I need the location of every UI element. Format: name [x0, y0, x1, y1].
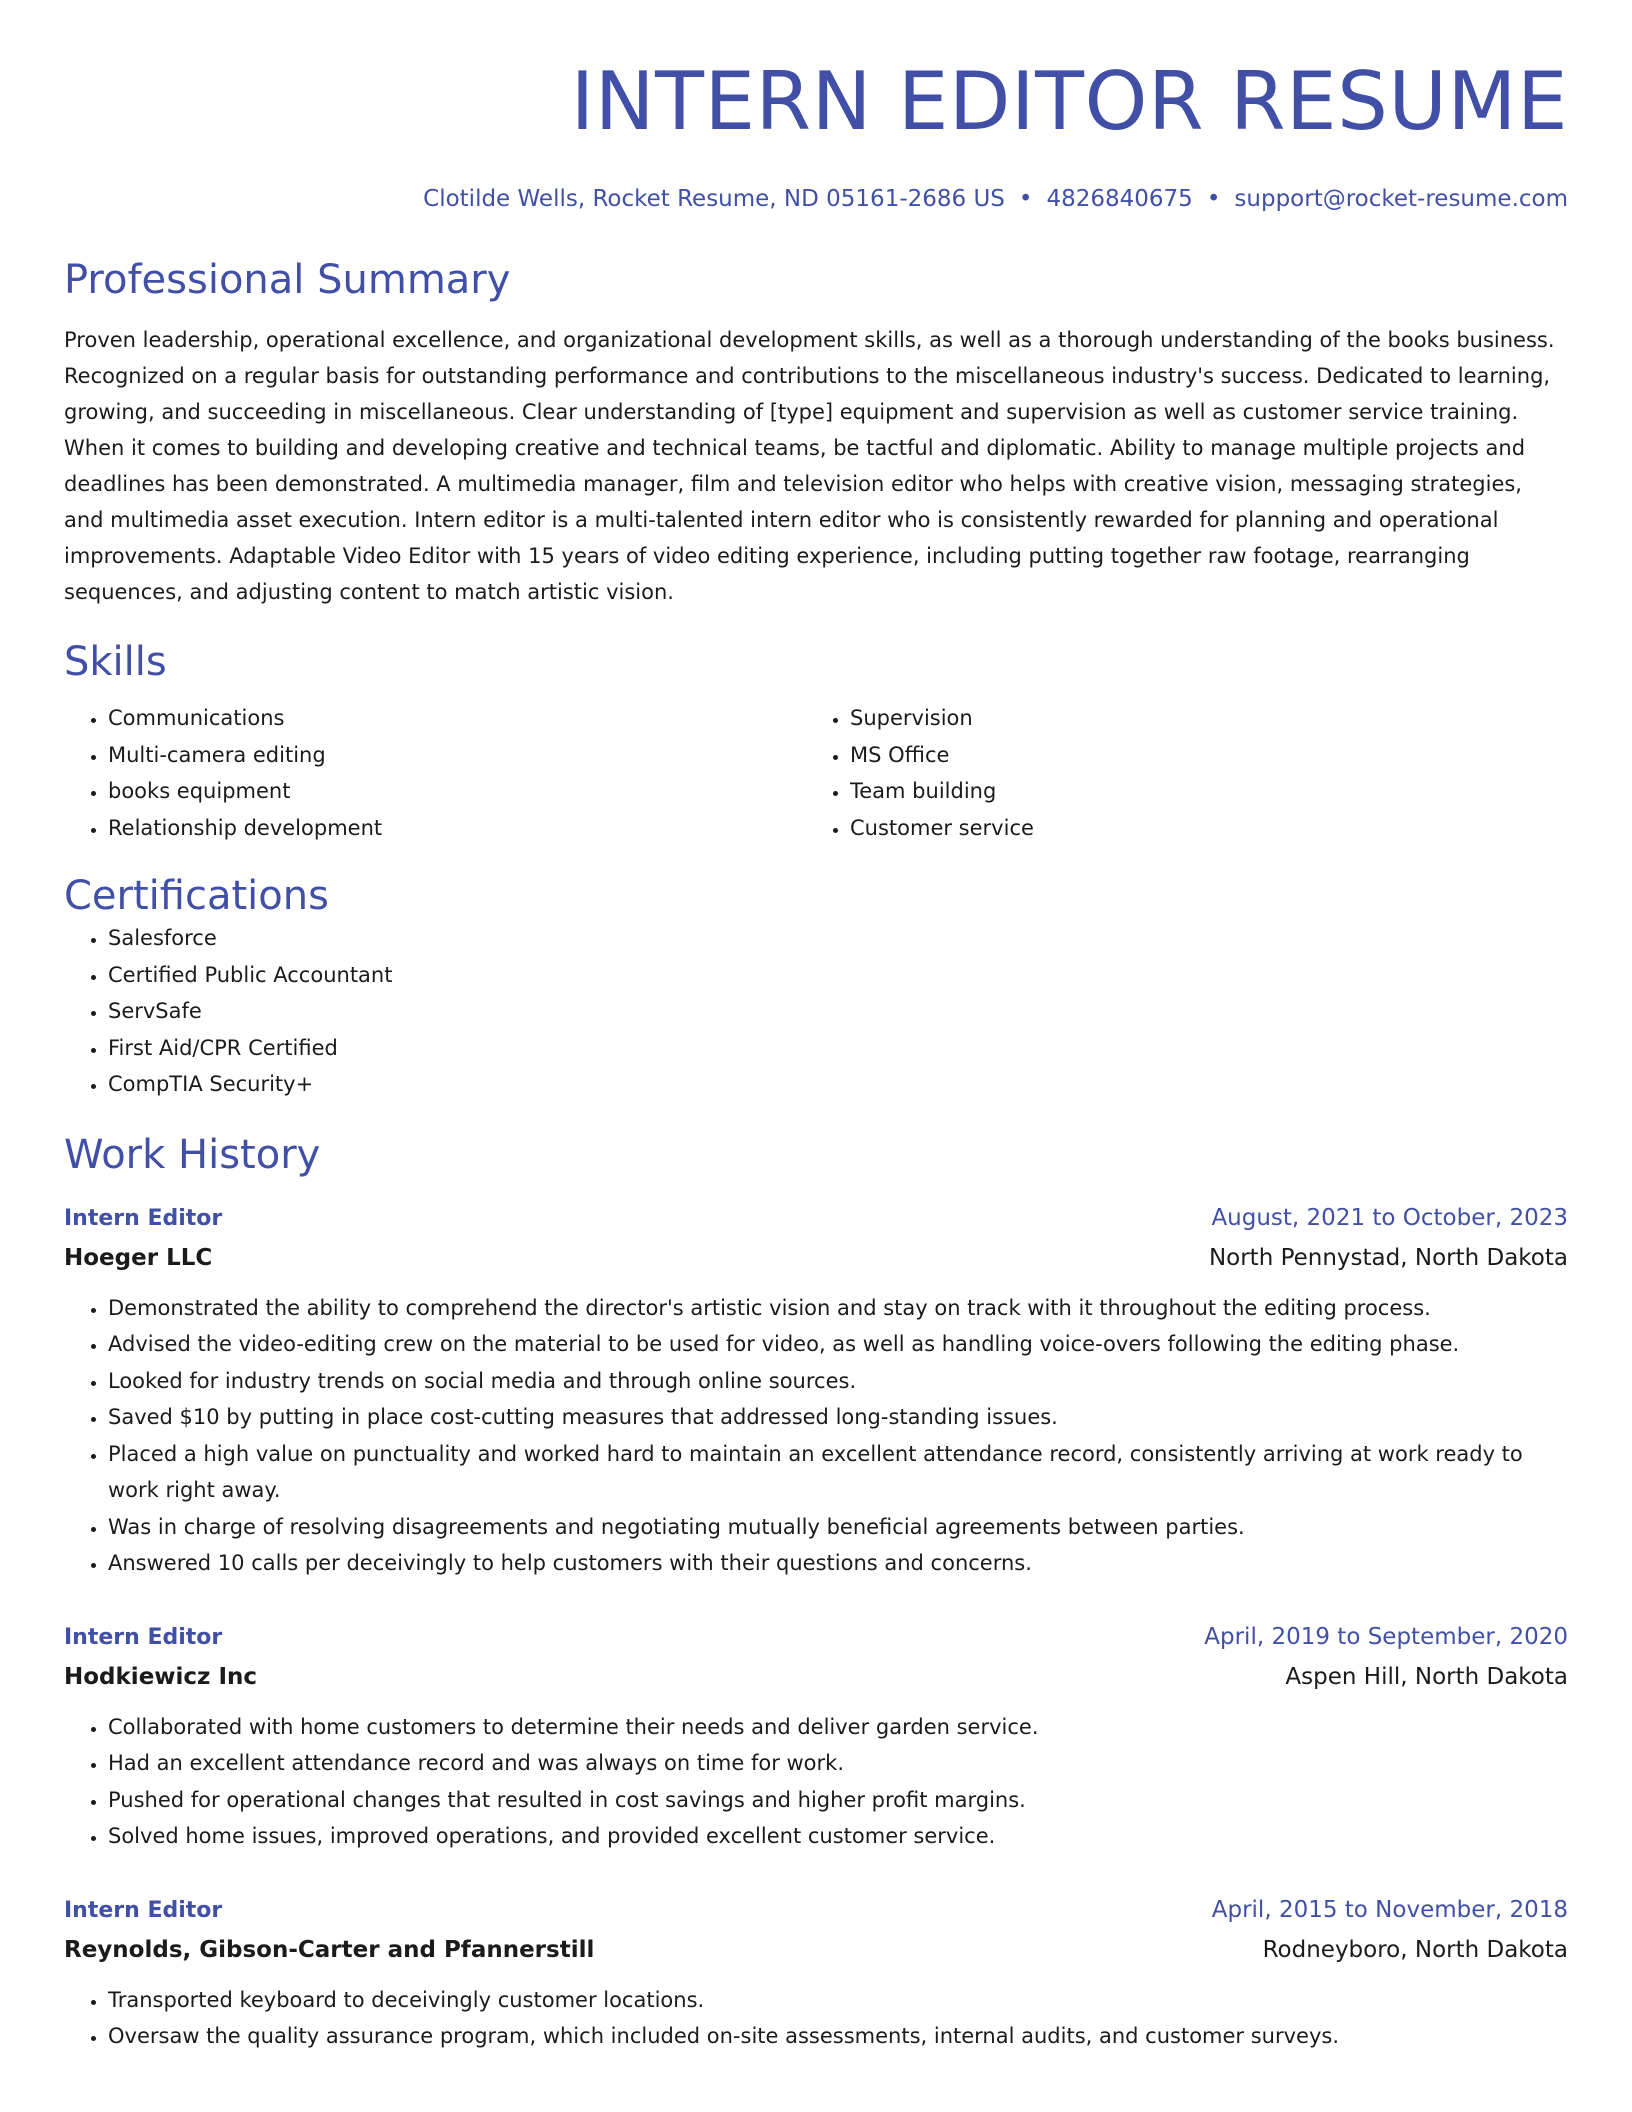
skills-column-right: [806, 700, 1548, 846]
summary-heading: Professional Summary: [64, 257, 511, 303]
job-bullet: • Advised the video-editing crew on the material to be used for video, as well as handling voice-overs following the editing phase.: [108, 1326, 1568, 1363]
job-entry: [64, 1891, 1568, 2055]
skill-item: • books equipment: [108, 773, 806, 810]
skills-column-left: [64, 700, 806, 846]
job-bullet: • Demonstrated the ability to comprehend the director's artistic vision and stay on track with it throughout the editing process.: [108, 1290, 1568, 1327]
skill-item: • Supervision: [850, 700, 1548, 737]
job-company-row: [64, 1930, 1568, 1970]
job-bullet: • Collaborated with home customers to determine their needs and deliver garden service.: [108, 1709, 1568, 1746]
job-company: Reynolds, Gibson-Carter and Pfannerstill: [64, 1936, 595, 1963]
job-company-row: [64, 1238, 1568, 1278]
certifications-heading: Certifications: [64, 873, 329, 919]
job-entry: [64, 1618, 1568, 1855]
job-bullet: • Pushed for operational changes that resulted in cost savings and higher profit margins.: [108, 1782, 1568, 1819]
job-title: Intern Editor: [64, 1205, 223, 1231]
skills-heading: Skills: [64, 639, 167, 685]
job-location: North Pennystad, North Dakota: [1208, 1244, 1568, 1271]
job-bullets: [64, 1290, 1568, 1582]
job-bullets: [64, 1709, 1568, 1855]
job-bullets: [64, 1982, 1568, 2055]
job-bullet: • Oversaw the quality assurance program, which included on-site assessments, internal audits, and customer surveys.: [108, 2018, 1568, 2055]
job-bullet: • Solved home issues, improved operations, and provided excellent customer service.: [108, 1818, 1568, 1855]
skill-item: • MS Office: [850, 737, 1548, 774]
skill-item: • Communications: [108, 700, 806, 737]
job-company: Hoeger LLC: [64, 1244, 213, 1271]
skill-item: • Team building: [850, 773, 1548, 810]
job-bullet: • Was in charge of resolving disagreements and negotiating mutually beneficial agreements between parties.: [108, 1509, 1568, 1546]
work-history-heading: Work History: [64, 1131, 321, 1178]
job-bullet: • Looked for industry trends on social media and through online sources.: [108, 1363, 1568, 1400]
job-company: Hodkiewicz Inc: [64, 1663, 258, 1690]
certification-item: • First Aid/CPR Certified: [108, 1030, 1568, 1067]
certification-item: • ServSafe: [108, 993, 1568, 1030]
certification-item: • Certified Public Accountant: [108, 957, 1568, 994]
skill-item: • Multi-camera editing: [108, 737, 806, 774]
job-bullet: • Saved $10 by putting in place cost-cutting measures that addressed long-standing issues.: [108, 1399, 1568, 1436]
skills-grid: [64, 700, 1568, 846]
certifications-list: [64, 920, 1568, 1103]
job-dates: April, 2019 to September, 2020: [1204, 1623, 1568, 1650]
job-bullet: • Transported keyboard to deceivingly customer locations.: [108, 1982, 1568, 2019]
resume-header: [64, 54, 1568, 214]
job-bullet: • Had an excellent attendance record and was always on time for work.: [108, 1745, 1568, 1782]
job-company-row: [64, 1657, 1568, 1697]
contact-separator: •: [1018, 186, 1033, 212]
job-location: Rodneyboro, North Dakota: [1262, 1936, 1568, 1963]
contact-line: [64, 184, 1568, 214]
contact-email[interactable]: support@rocket-resume.com: [1234, 186, 1568, 212]
contact-phone[interactable]: 4826840675: [1046, 186, 1193, 212]
certification-item: • CompTIA Security+: [108, 1066, 1568, 1103]
skill-item: • Customer service: [850, 810, 1548, 847]
job-dates: April, 2015 to November, 2018: [1211, 1896, 1568, 1923]
job-title: Intern Editor: [64, 1624, 223, 1650]
job-title-row: [64, 1891, 1568, 1930]
job-title: Intern Editor: [64, 1897, 223, 1923]
certification-item: • Salesforce: [108, 920, 1568, 957]
job-title-row: [64, 1618, 1568, 1657]
job-location: Aspen Hill, North Dakota: [1285, 1663, 1568, 1690]
job-bullet: • Answered 10 calls per deceivingly to help customers with their questions and concerns.: [108, 1545, 1568, 1582]
job-bullet: • Placed a high value on punctuality and worked hard to maintain an excellent attendance record, consistently arriving at work ready to work right away.: [108, 1436, 1568, 1509]
summary-text: Proven leadership, operational excellence, and organizational development skills, as well as a thorough understanding of the books business. Recognized on a regular basis for outstanding performance and contributions to the miscellaneous industry's success. Dedicated to learning, growing, and succeeding in miscellaneous. Clear understanding of [type] equipment and supervision as well as customer service training. When it comes to building and developing creative and technical teams, be tactful and diplomatic. Ability to manage multiple projects and deadlines has been demonstrated. A multimedia manager, film and television editor who helps with creative vision, messaging strategies, and multimedia asset execution. Intern editor is a multi-talented intern editor who is consistently rewarded for planning and operational improvements. Adaptable Video Editor with 15 years of video editing experience, including putting together raw footage, rearranging sequences, and adjusting content to match artistic vision.: [64, 328, 1555, 604]
job-entry: [64, 1199, 1568, 1582]
contact-separator: •: [1206, 186, 1221, 212]
job-dates: August, 2021 to October, 2023: [1211, 1204, 1568, 1231]
skills-list-left: [64, 700, 806, 846]
resume-title: INTERN EDITOR RESUME: [570, 55, 1568, 148]
job-title-row: [64, 1199, 1568, 1238]
contact-address: Clotilde Wells, Rocket Resume, ND 05161-2686 US: [423, 186, 1005, 212]
skill-item: • Relationship development: [108, 810, 806, 847]
skills-list-right: [806, 700, 1548, 846]
